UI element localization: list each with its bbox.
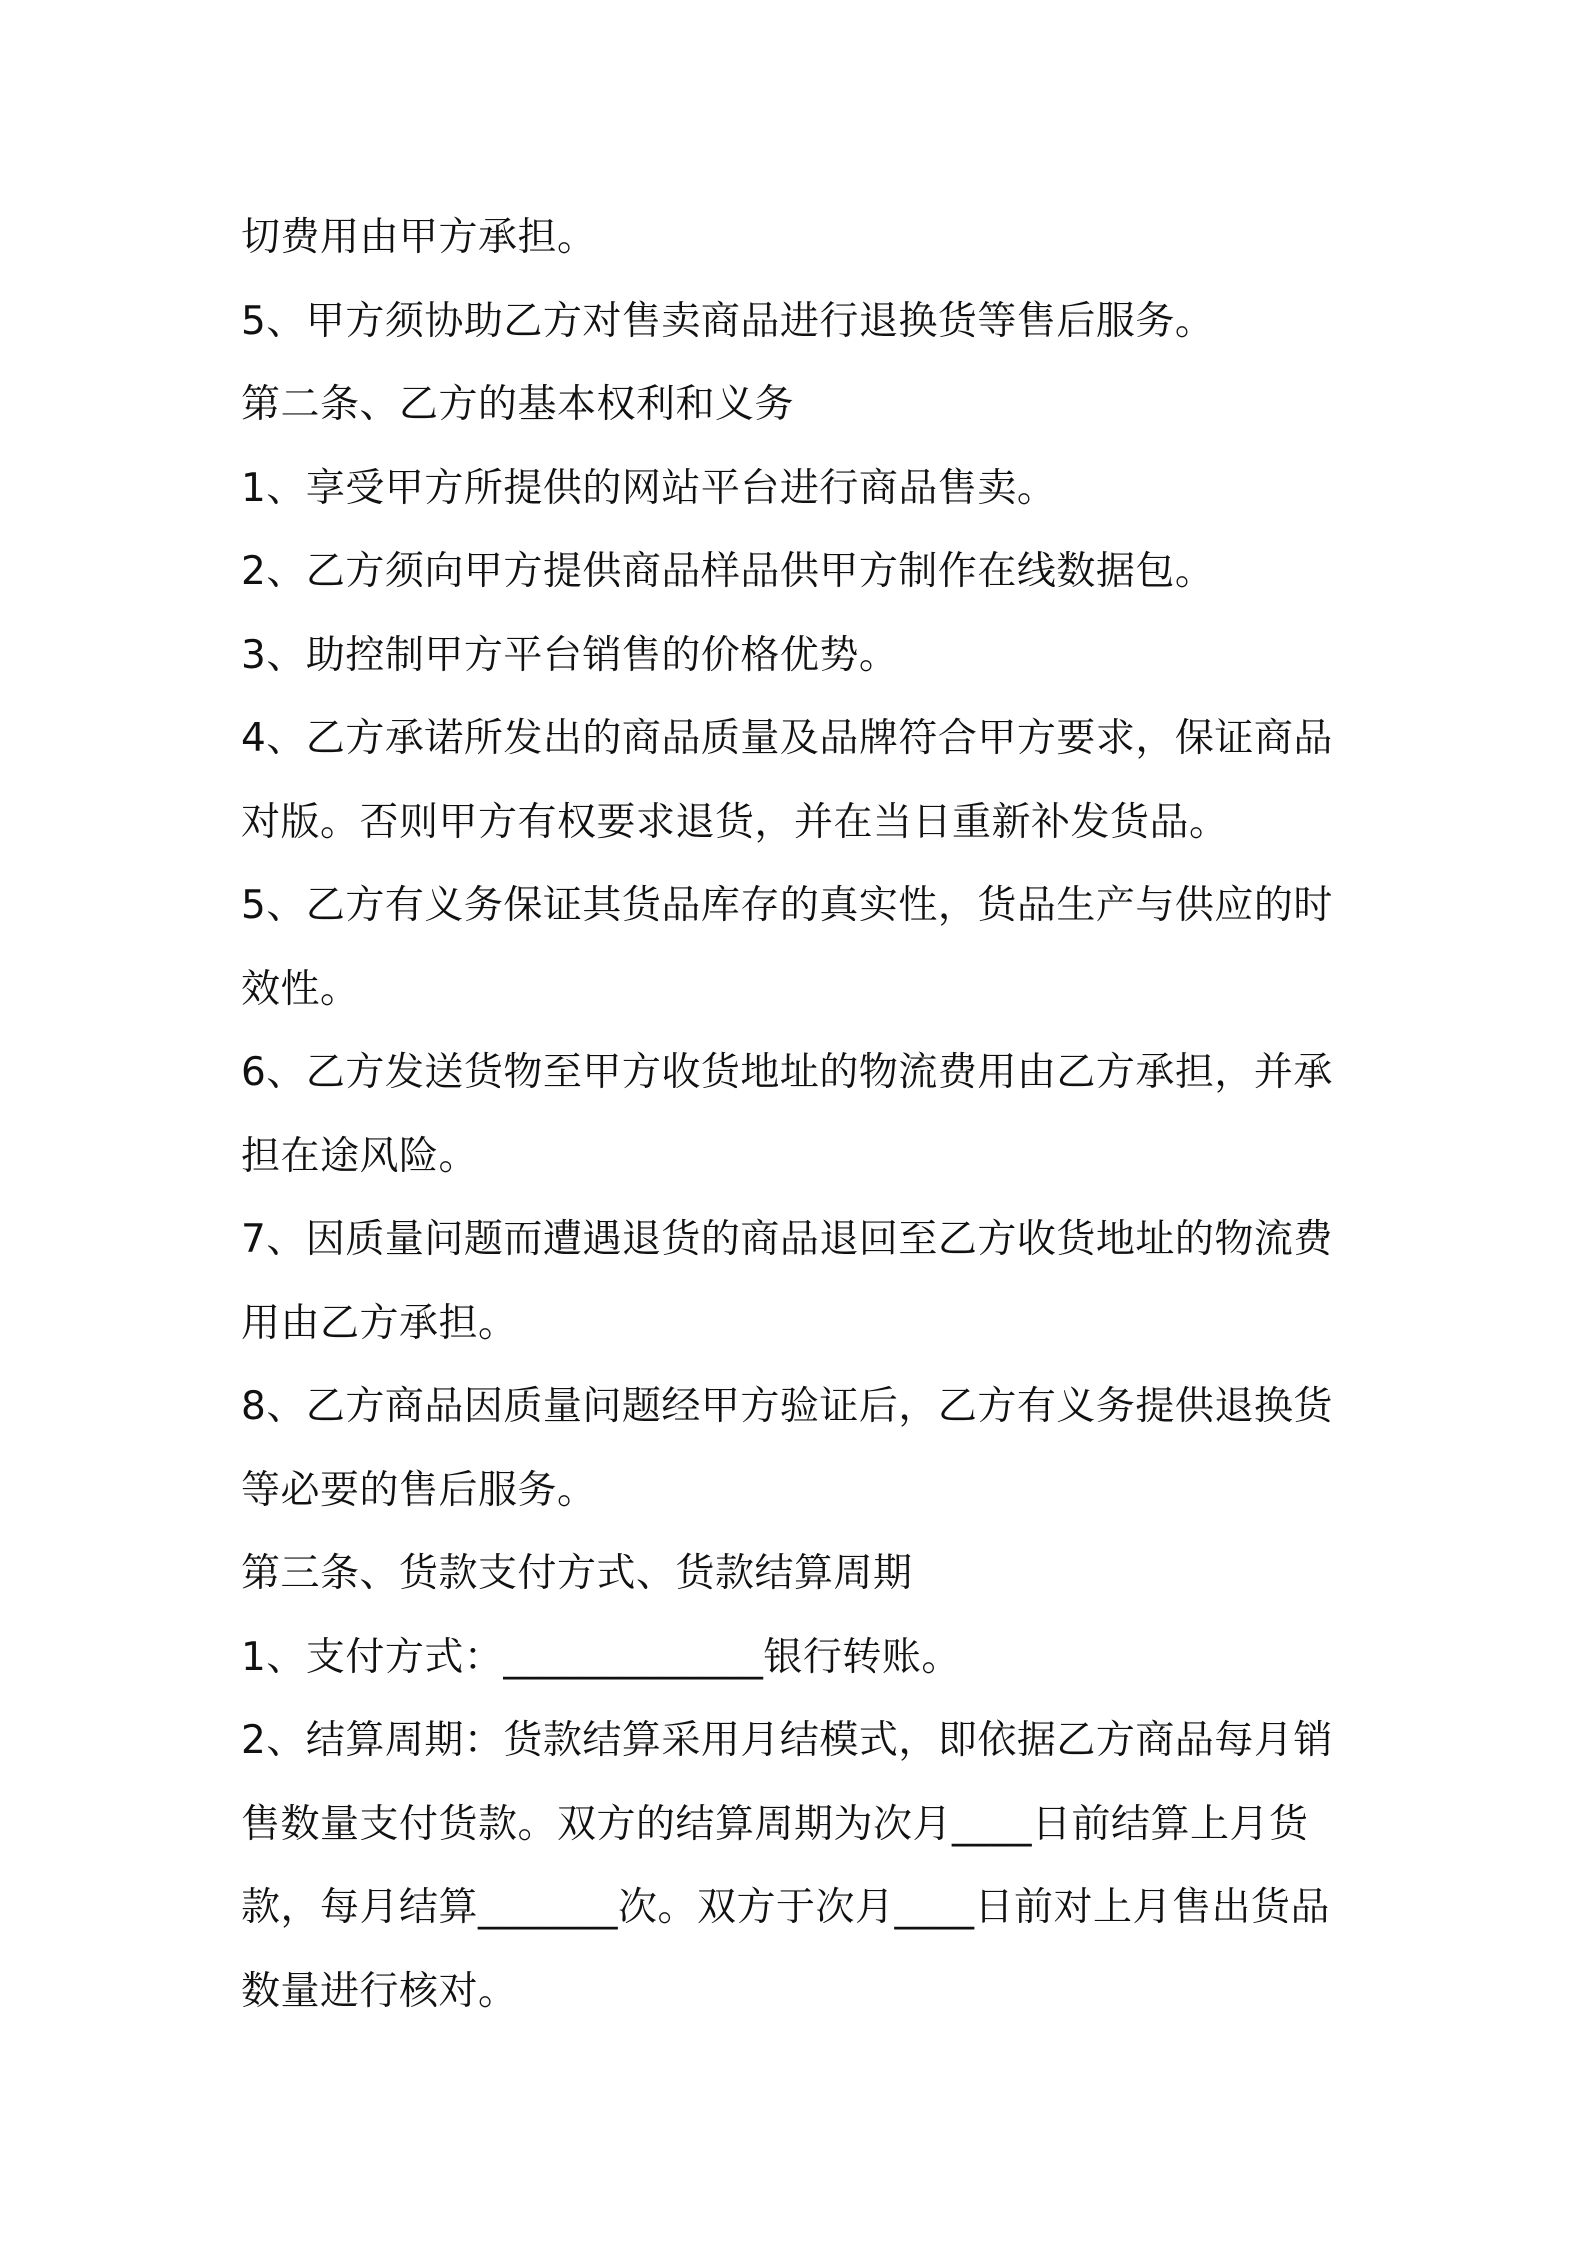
text-line: 1、享受甲方所提供的网站平台进行商品售卖。: [241, 465, 1057, 511]
text-line: 对版。否则甲方有权要求退货，并在当日重新补发货品。: [241, 799, 1229, 845]
document-body: [241, 196, 1361, 2033]
text-line: 2、结算周期：货款结算采用月结模式，即依据乙方商品每月销: [241, 1718, 1333, 1763]
section-heading: 第三条、货款支付方式、货款结算周期: [241, 1551, 913, 1596]
text-line: 用由乙方承担。: [241, 1300, 518, 1346]
section-heading: 第二条、乙方的基本权利和义务: [241, 382, 795, 427]
text-line: 7、因质量问题而遭遇退货的商品退回至乙方收货地址的物流费: [241, 1217, 1333, 1262]
text-line: 6、乙方发送货物至甲方收货地址的物流费用由乙方承担，并承: [241, 1050, 1333, 1095]
text-line: 售数量支付货款。双方的结算周期为次月____日前结算上月货: [241, 1801, 1309, 1847]
text-line: 3、助控制甲方平台销售的价格优势。: [241, 632, 899, 678]
text-line: 4、乙方承诺所发出的商品质量及品牌符合甲方要求，保证商品: [241, 716, 1333, 761]
text-line: 2、乙方须向甲方提供商品样品供甲方制作在线数据包。: [241, 549, 1215, 594]
text-line: 8、乙方商品因质量问题经甲方验证后，乙方有义务提供退换货: [241, 1384, 1333, 1429]
text-line: 5、甲方须协助乙方对售卖商品进行退换货等售后服务。: [241, 298, 1215, 344]
text-line: 担在途风险。: [241, 1133, 479, 1179]
text-line: 等必要的售后服务。: [241, 1467, 597, 1513]
text-line: 款，每月结算_______次。双方于次月____日前对上月售出货品: [241, 1885, 1331, 1930]
text-line: 效性。: [241, 966, 360, 1012]
text-line: 1、支付方式：_____________银行转账。: [241, 1634, 961, 1680]
text-line: 切费用由甲方承担。: [241, 215, 597, 260]
text-line: 数量进行核对。: [241, 1968, 518, 2014]
text-line: 5、乙方有义务保证其货品库存的真实性，货品生产与供应的时: [241, 883, 1333, 928]
